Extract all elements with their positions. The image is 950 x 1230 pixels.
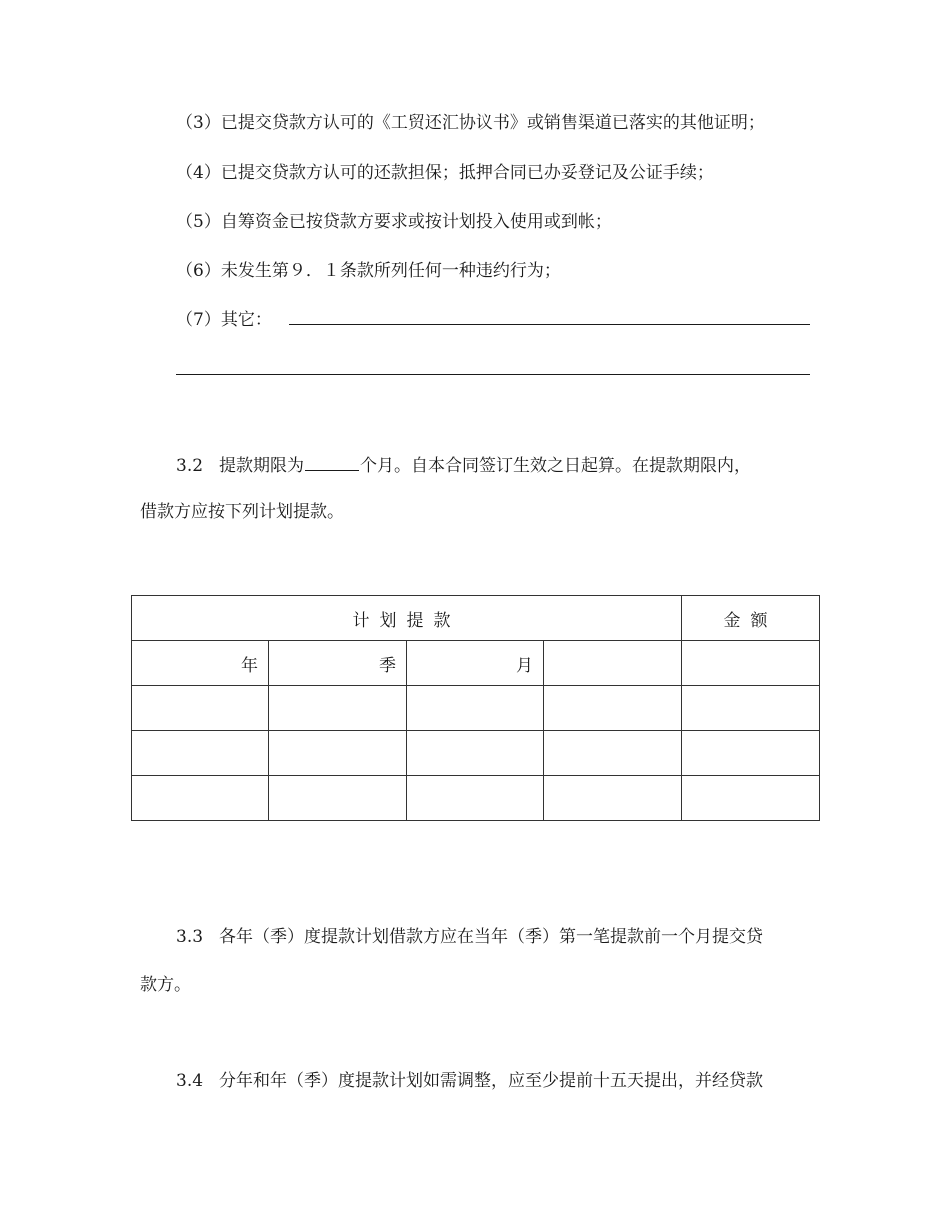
clause-number: 3.3 <box>176 927 204 947</box>
table-cell[interactable] <box>682 641 820 686</box>
table-cell[interactable] <box>544 686 682 731</box>
item-3: （3）已提交贷款方认可的《工贸还汇协议书》或销售渠道已落实的其他证明； <box>176 113 765 133</box>
subheader-season: 季 <box>269 641 407 686</box>
table-subheader-row <box>132 641 820 686</box>
table-cell[interactable] <box>407 686 544 731</box>
item-7: （7）其它： <box>176 310 272 330</box>
item-4: （4）已提交贷款方认可的还款担保；抵押合同已办妥登记及公证手续； <box>176 163 714 183</box>
table-cell[interactable] <box>682 776 820 821</box>
table-row <box>132 686 820 731</box>
table-cell[interactable] <box>269 686 407 731</box>
subheader-year: 年 <box>132 641 269 686</box>
clause-text: 分年和年（季）度提款计划如需调整，应至少提前十五天提出，并经贷款 <box>219 1071 764 1091</box>
subheader-month: 月 <box>407 641 544 686</box>
clause-text-before: 提款期限为 <box>219 456 305 476</box>
clause-number: 3.2 <box>176 456 204 476</box>
table-cell[interactable] <box>544 776 682 821</box>
drawdown-plan-table <box>131 595 820 821</box>
table-header-row <box>132 596 820 641</box>
header-planned-drawdown: 计划提款 <box>132 596 682 641</box>
table-cell[interactable] <box>132 686 269 731</box>
table-cell[interactable] <box>269 731 407 776</box>
months-blank[interactable] <box>305 453 359 471</box>
clause-3-3 <box>176 926 763 948</box>
table-row <box>132 731 820 776</box>
table-cell[interactable] <box>407 776 544 821</box>
table-cell[interactable] <box>132 776 269 821</box>
clause-3-2-continuation: 借款方应按下列计划提款。 <box>140 502 344 522</box>
table-row <box>132 776 820 821</box>
clause-3-4 <box>176 1070 763 1092</box>
table-cell[interactable] <box>544 731 682 776</box>
item-5: （5）自筹资金已按贷款方要求或按计划投入使用或到帐； <box>176 212 612 232</box>
item-7-fill-line <box>289 324 810 325</box>
item-6: （6）未发生第９．１条款所列任何一种违约行为； <box>176 261 561 281</box>
header-amount: 金额 <box>682 596 820 641</box>
table-cell[interactable] <box>132 731 269 776</box>
clause-text-after: 个月。自本合同签订生效之日起算。在提款期限内， <box>360 456 752 476</box>
clause-number: 3.4 <box>176 1071 204 1091</box>
table-cell[interactable] <box>544 641 682 686</box>
clause-3-2 <box>176 453 751 477</box>
table-cell[interactable] <box>682 686 820 731</box>
clause-3-3-continuation: 款方。 <box>140 975 191 995</box>
table-cell[interactable] <box>269 776 407 821</box>
table-cell[interactable] <box>682 731 820 776</box>
item-7-fill-line-2 <box>176 374 810 375</box>
table-cell[interactable] <box>407 731 544 776</box>
clause-text: 各年（季）度提款计划借款方应在当年（季）第一笔提款前一个月提交贷 <box>219 927 764 947</box>
